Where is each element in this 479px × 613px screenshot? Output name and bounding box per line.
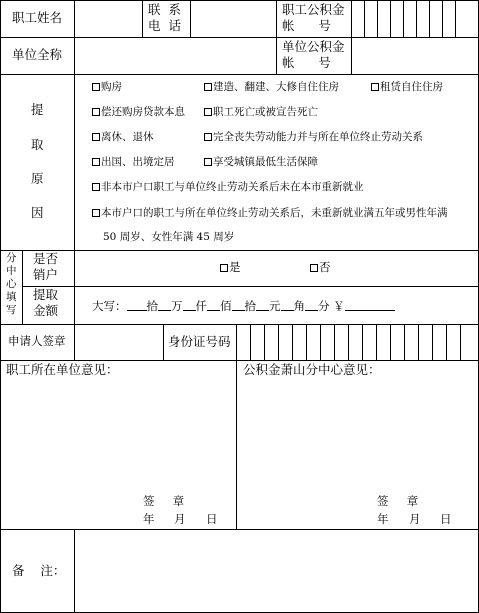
blank-line [281, 299, 294, 311]
center-side-char: 分 [6, 252, 17, 264]
center-date-month: 月 [409, 512, 421, 526]
option-label: 租赁自住住房 [380, 81, 443, 93]
center-opinion-label: 公积金萧山分中心意见： [243, 362, 381, 377]
blank-line [127, 299, 147, 311]
contact-phone-label-1: 联 系 [148, 2, 181, 17]
center-seal-label: 签 章 [377, 494, 419, 508]
center-side-char: 写 [6, 304, 17, 316]
reason-option-loan[interactable] [92, 107, 185, 118]
amount-unit: 万 [171, 299, 183, 313]
col-divider-center-side [22, 250, 23, 324]
checkbox-icon [204, 158, 212, 166]
cancel-account-label-2: 销户 [33, 267, 59, 282]
id-number-label: 身份证号码 [168, 334, 231, 349]
option-label: 完全丧失劳动能力并与所在单位终止劳动关系 [213, 131, 423, 143]
col-divider-sign-b [163, 324, 164, 360]
checkbox-icon [371, 83, 379, 91]
yen-symbol: ￥ [333, 299, 345, 313]
col-divider-opinion [236, 360, 237, 529]
amount-unit: 仟 [195, 299, 207, 313]
unit-account-input[interactable] [352, 38, 477, 73]
checkbox-icon [204, 108, 212, 116]
amount-unit: 拾 [146, 299, 158, 313]
remarks-input[interactable] [76, 531, 476, 611]
reason-option-retire[interactable] [92, 132, 154, 143]
option-label: 是 [229, 260, 241, 274]
unit-name-input[interactable] [76, 38, 275, 73]
col-divider-label [74, 0, 75, 74]
unit-date-month: 月 [174, 512, 186, 526]
center-side-char: 中 [6, 265, 17, 277]
employee-account-digit-boxes[interactable] [352, 1, 477, 36]
unit-account-label-2: 帐 号 [282, 55, 331, 70]
amount-unit: 元 [269, 299, 281, 313]
blank-line [232, 299, 245, 311]
checkbox-icon [92, 108, 100, 116]
employee-account-label-1: 职工公积金 [282, 2, 345, 17]
cancel-yes-option[interactable] [220, 262, 241, 274]
col-divider-sign-a [74, 324, 75, 360]
checkbox-icon [220, 264, 228, 272]
reason-option-emigrate[interactable] [92, 157, 175, 168]
checkbox-icon [204, 83, 212, 91]
cancel-account-label-1: 是否 [33, 251, 59, 266]
blank-line [305, 299, 318, 311]
amount-unit: 佰 [220, 299, 232, 313]
col-divider-r1a [142, 0, 143, 37]
row-divider-6 [0, 360, 479, 361]
center-side-char: 填 [6, 291, 17, 303]
reason-option-welfare[interactable] [204, 157, 318, 168]
col-divider-reason [74, 74, 75, 250]
unit-account-label-1: 单位公积金 [282, 39, 345, 54]
checkbox-icon [92, 158, 100, 166]
center-opinion-input[interactable] [238, 380, 476, 490]
row-divider-2 [0, 74, 479, 75]
blank-line [207, 299, 220, 311]
employee-name-input[interactable] [76, 1, 141, 36]
option-label: 离休、退休 [101, 131, 154, 143]
col-divider-remarks [74, 529, 75, 613]
blank-line [345, 299, 395, 311]
reason-option-rent[interactable] [371, 82, 443, 93]
employee-account-label-2: 帐 号 [282, 18, 331, 33]
reason-option-local[interactable] [92, 208, 448, 219]
reason-option-disability[interactable] [204, 132, 423, 143]
unit-name-label: 单位全称 [12, 47, 63, 62]
option-label: 否 [319, 260, 331, 274]
center-date-year: 年 [377, 512, 389, 526]
blank-line [183, 299, 196, 311]
option-label: 出国、出境定居 [101, 156, 175, 168]
reason-label-char: 提 [31, 102, 44, 117]
unit-date-day: 日 [206, 512, 218, 526]
amount-capital-field[interactable] [92, 299, 395, 313]
remarks-label: 备 注： [12, 563, 66, 578]
checkbox-icon [92, 83, 100, 91]
amount-unit: 角 [293, 299, 305, 313]
border-left [0, 0, 1, 613]
col-divider-r1c [276, 0, 277, 74]
applicant-sign-input[interactable] [76, 325, 162, 359]
option-label: 偿还购房贷款本息 [101, 106, 185, 118]
contact-phone-input[interactable] [191, 1, 275, 36]
unit-opinion-input[interactable] [2, 380, 234, 490]
id-number-digit-boxes[interactable] [237, 325, 477, 359]
blank-line [256, 299, 269, 311]
row-divider-3 [0, 250, 479, 251]
option-label: 购房 [101, 81, 122, 93]
reason-option-nonlocal[interactable] [92, 182, 364, 193]
reason-option-local-cont: 50 周岁、女性年满 45 周岁 [103, 231, 235, 243]
reason-option-purchase[interactable] [92, 82, 122, 93]
cancel-no-option[interactable] [310, 262, 331, 274]
unit-date-year: 年 [143, 512, 155, 526]
reason-option-death[interactable] [204, 107, 318, 118]
reason-label-char: 取 [31, 137, 44, 152]
row-divider-7 [0, 529, 479, 530]
amount-label-1: 提取 [33, 287, 59, 302]
employee-name-label: 职工姓名 [12, 10, 63, 25]
col-divider-center-label [74, 250, 75, 324]
amount-unit: 拾 [244, 299, 256, 313]
unit-seal-label: 签 章 [143, 494, 185, 508]
amount-prefix: 大写： [92, 299, 127, 313]
option-label: 享受城镇最低生活保障 [213, 156, 318, 168]
contact-phone-label-2: 电 话 [148, 18, 181, 33]
reason-label-char: 因 [31, 205, 44, 220]
unit-opinion-label: 职工所在单位意见： [6, 362, 119, 377]
blank-line [158, 299, 171, 311]
amount-unit: 分 [318, 299, 330, 313]
checkbox-icon [92, 209, 100, 217]
checkbox-icon [92, 183, 100, 191]
option-label: 职工死亡或被宣告死亡 [213, 106, 318, 118]
reason-label-char: 原 [31, 171, 44, 186]
option-label: 建造、翻建、大修自住住房 [213, 81, 339, 93]
applicant-sign-label: 申请人签章 [8, 334, 66, 348]
checkbox-icon [92, 133, 100, 141]
center-side-char: 心 [6, 278, 17, 290]
row-divider-4 [22, 286, 479, 287]
option-label: 本市户口的职工与所在单位终止劳动关系后，未重新就业满五年或男性年满 [101, 207, 448, 219]
checkbox-icon [310, 264, 318, 272]
checkbox-icon [204, 133, 212, 141]
center-date-day: 日 [440, 512, 452, 526]
amount-label-2: 金额 [33, 303, 59, 318]
reason-option-build[interactable] [204, 82, 339, 93]
option-label: 非本市户口职工与单位终止劳动关系后未在本市重新就业 [101, 181, 364, 193]
